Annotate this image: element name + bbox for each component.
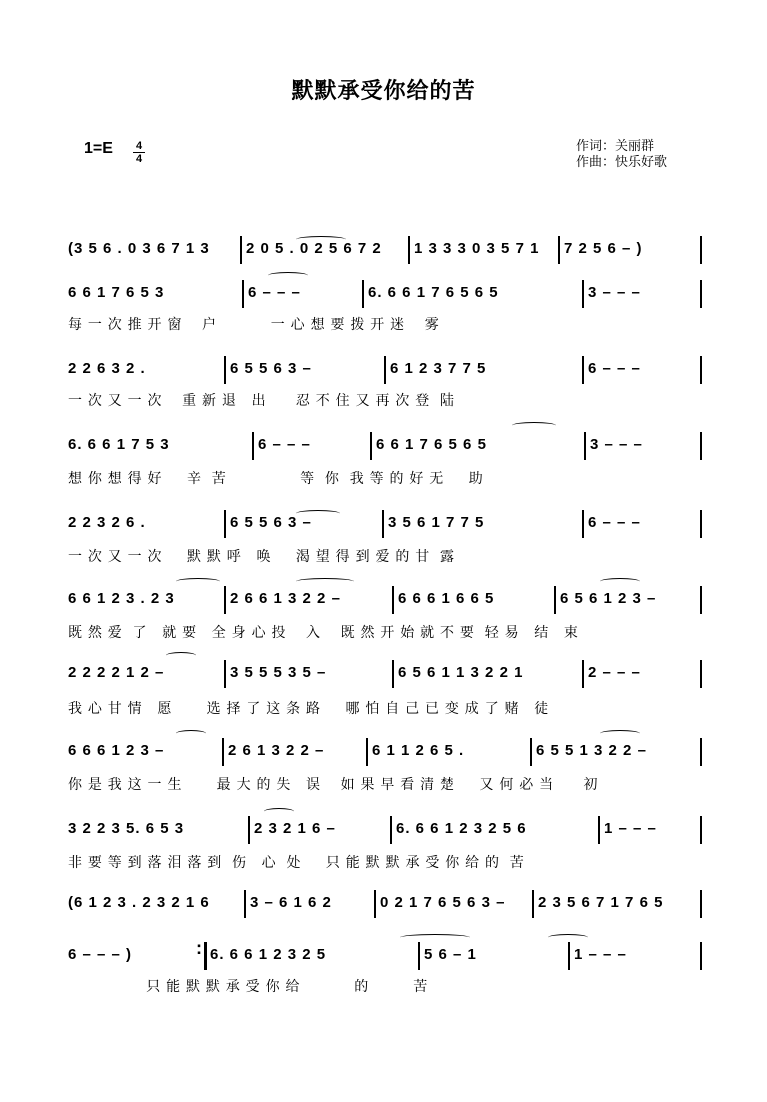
barline — [700, 660, 702, 688]
barline — [204, 942, 207, 970]
lyric-line: 既 然 爱 了 就 要 全 身 心 投 入 既 然 开 始 就 不 要 轻 易 结 束 — [68, 624, 579, 640]
measure: 0 2 1 7 6 5 6 3 – — [380, 894, 506, 911]
measure: 2 3 5 6 7 1 7 6 5 — [538, 894, 664, 911]
measure: 6. 6 6 1 7 5 3 — [68, 436, 170, 453]
measure: 6 6 6 1 6 6 5 — [398, 590, 495, 607]
barline — [418, 942, 420, 970]
measure: 6 5 6 1 1 3 2 2 1 — [398, 664, 524, 681]
measure: 7 2 5 6 – ) — [564, 240, 643, 257]
measure: 2 3 2 1 6 – — [254, 820, 336, 837]
slur-mark — [548, 934, 588, 941]
measure: 6 – – – ) — [68, 946, 133, 963]
measure: 6 – – – — [258, 436, 311, 453]
barline — [252, 432, 254, 460]
staff-row — [68, 816, 704, 844]
lyric-line: 我 心 甘 情 愿 选 择 了 这 条 路 哪 怕 自 己 已 变 成 了 赌 徒 — [68, 700, 550, 716]
staff-notes — [68, 890, 704, 918]
measure: 6 6 6 1 2 3 – — [68, 742, 165, 759]
measure: 2 6 1 3 2 2 – — [228, 742, 325, 759]
slur-mark — [512, 422, 556, 429]
staff-notes — [68, 816, 704, 844]
lyric-line: 只 能 默 默 承 受 你 给 的 苦 — [68, 978, 429, 994]
barline — [530, 738, 532, 766]
barline — [700, 586, 702, 614]
measure: 2 0 5 . 0 2 5 6 7 2 — [246, 240, 382, 257]
lyricist: 作词：关丽群 — [576, 138, 655, 153]
measure: 6 5 5 6 3 – — [230, 514, 312, 531]
staff-row — [68, 660, 704, 688]
measure: 2 2 3 2 6 . — [68, 514, 146, 531]
measure: 6 6 1 2 3 . 2 3 — [68, 590, 175, 607]
barline — [700, 432, 702, 460]
measure: 6 1 2 3 7 7 5 — [390, 360, 487, 377]
staff-notes — [68, 236, 704, 264]
slur-mark — [296, 578, 354, 585]
slur-mark — [264, 808, 294, 815]
staff-row — [68, 236, 704, 264]
staff-notes — [68, 660, 704, 688]
barline — [568, 942, 570, 970]
barline — [362, 280, 364, 308]
time-bottom: 4 — [135, 153, 143, 165]
time-signature — [132, 140, 146, 165]
staff-notes — [68, 280, 704, 308]
slur-mark — [600, 730, 640, 737]
measure: 3 – – – — [590, 436, 643, 453]
repeat-sign: : — [196, 938, 203, 958]
barline — [222, 738, 224, 766]
barline — [382, 510, 384, 538]
barline — [384, 356, 386, 384]
barline — [558, 236, 560, 264]
slur-mark — [176, 730, 206, 737]
slur-mark — [166, 652, 196, 659]
barline — [700, 738, 702, 766]
staff-notes — [68, 356, 704, 384]
barline — [224, 660, 226, 688]
measure: 1 3 3 3 0 3 5 7 1 — [414, 240, 540, 257]
slur-mark — [600, 578, 640, 585]
key-signature: 1=E — [84, 140, 113, 157]
slur-mark — [296, 236, 346, 243]
measure: (6 1 2 3 . 2 3 2 1 6 — [68, 894, 210, 911]
barline — [598, 816, 600, 844]
barline — [390, 816, 392, 844]
staff-row — [68, 432, 704, 460]
barline — [224, 356, 226, 384]
barline — [700, 236, 702, 264]
barline — [582, 510, 584, 538]
measure: 3 – – – — [588, 284, 641, 301]
staff-notes — [68, 938, 704, 970]
staff-notes — [68, 510, 704, 538]
staff-row — [68, 890, 704, 918]
measure: 2 2 2 2 1 2 – — [68, 664, 165, 681]
measure: 2 2 6 3 2 . — [68, 360, 146, 377]
measure: 6. 6 6 1 2 3 2 5 — [210, 946, 327, 963]
measure: 3 – 6 1 6 2 — [250, 894, 332, 911]
barline — [700, 280, 702, 308]
time-top: 4 — [135, 140, 143, 152]
barline — [700, 356, 702, 384]
barline — [700, 816, 702, 844]
barline — [532, 890, 534, 918]
barline — [408, 236, 410, 264]
measure: 2 – – – — [588, 664, 641, 681]
measure: 6. 6 6 1 7 6 5 6 5 — [368, 284, 499, 301]
measure: 1 – – – — [604, 820, 657, 837]
staff-notes — [68, 586, 704, 614]
barline — [700, 942, 702, 970]
barline — [700, 510, 702, 538]
slur-mark — [400, 934, 470, 941]
barline — [224, 510, 226, 538]
lyric-line: 你 是 我 这 一 生 最 大 的 失 误 如 果 早 看 清 楚 又 何 必 当 初 — [68, 776, 599, 792]
staff-row — [68, 510, 704, 538]
barline — [366, 738, 368, 766]
barline — [392, 586, 394, 614]
measure: 5 6 – 1 — [424, 946, 477, 963]
slur-mark — [296, 510, 340, 517]
staff-notes — [68, 432, 704, 460]
credits — [576, 138, 667, 170]
barline — [370, 432, 372, 460]
barline — [244, 890, 246, 918]
measure: 6 – – – — [588, 514, 641, 531]
measure: (3 5 6 . 0 3 6 7 1 3 — [68, 240, 210, 257]
measure: 1 – – – — [574, 946, 627, 963]
barline — [582, 660, 584, 688]
staff-row — [68, 356, 704, 384]
barline — [700, 890, 702, 918]
barline — [584, 432, 586, 460]
barline — [240, 236, 242, 264]
barline — [224, 586, 226, 614]
song-title: 默默承受你给的苦 — [291, 78, 476, 103]
measure: 6 5 6 1 2 3 – — [560, 590, 657, 607]
measure: 6. 6 6 1 2 3 2 5 6 — [396, 820, 527, 837]
measure: 3 5 6 1 7 7 5 — [388, 514, 485, 531]
barline — [582, 280, 584, 308]
lyric-line: 每 一 次 推 开 窗 户 一 心 想 要 拨 开 迷 雾 — [68, 316, 440, 332]
composer: 作曲：快乐好歌 — [576, 154, 668, 169]
barline — [554, 586, 556, 614]
measure: 6 6 1 7 6 5 6 5 — [376, 436, 487, 453]
barline — [242, 280, 244, 308]
staff-row — [68, 738, 704, 766]
measure: 6 5 5 1 3 2 2 – — [536, 742, 647, 759]
barline — [582, 356, 584, 384]
lyric-line: 非 要 等 到 落 泪 落 到 伤 心 处 只 能 默 默 承 受 你 给 的 苦 — [68, 854, 525, 870]
lyric-line: 想 你 想 得 好 辛 苦 等 你 我 等 的 好 无 助 — [68, 470, 484, 486]
barline — [374, 890, 376, 918]
lyric-line: 一 次 又 一 次 默 默 呼 唤 渴 望 得 到 爱 的 甘 露 — [68, 548, 456, 564]
slur-mark — [176, 578, 220, 585]
staff-row — [68, 586, 704, 614]
measure: 6 – – – — [588, 360, 641, 377]
measure: 2 6 6 1 3 2 2 – — [230, 590, 341, 607]
barline — [392, 660, 394, 688]
measure: 6 – – – — [248, 284, 301, 301]
measure: 6 1 1 2 6 5 . — [372, 742, 465, 759]
measure: 3 2 2 3 5. 6 5 3 — [68, 820, 185, 837]
measure: 6 5 5 6 3 – — [230, 360, 312, 377]
barline — [248, 816, 250, 844]
measure: 6 6 1 7 6 5 3 — [68, 284, 165, 301]
measure: 3 5 5 5 3 5 – — [230, 664, 327, 681]
staff-row — [68, 938, 704, 970]
lyric-line: 一 次 又 一 次 重 新 退 出 忍 不 住 又 再 次 登 陆 — [68, 392, 456, 408]
staff-row — [68, 280, 704, 308]
staff-notes — [68, 738, 704, 766]
slur-mark — [268, 272, 308, 279]
